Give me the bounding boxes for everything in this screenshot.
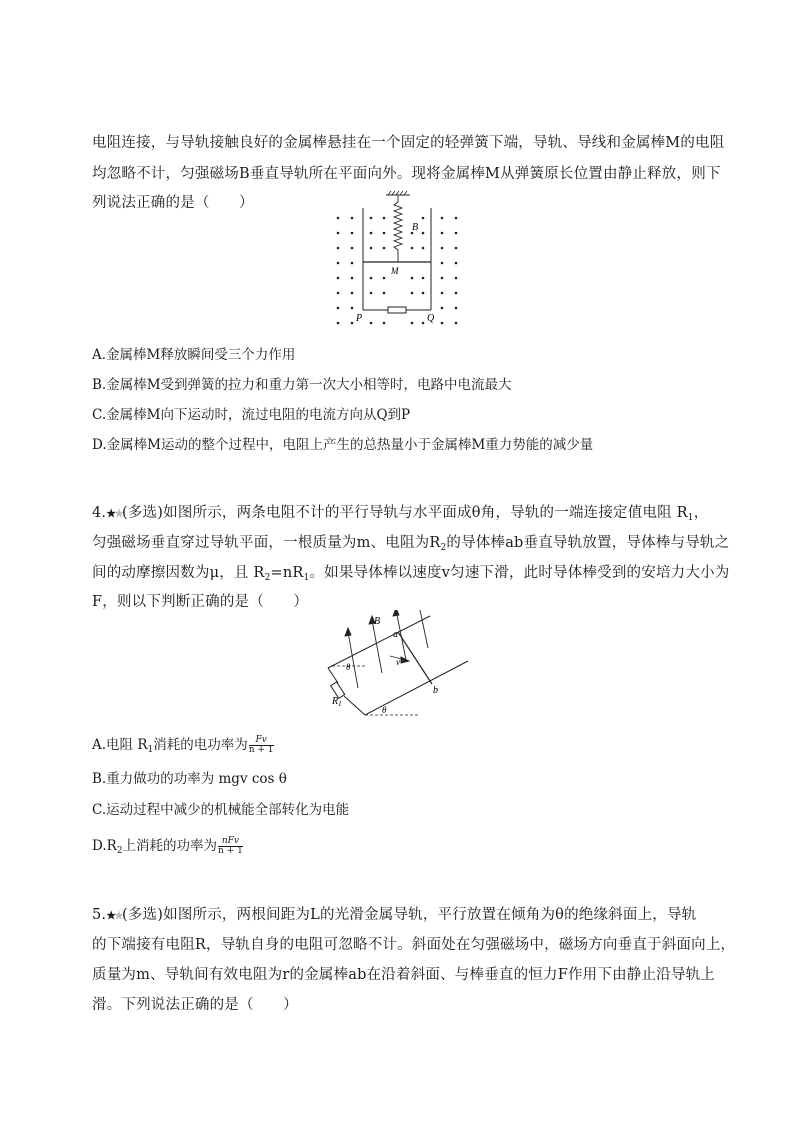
label-B: B [374, 616, 381, 627]
q5-number: 5. [92, 907, 107, 923]
q5-stem-line-2: 的下端接有电阻R，导轨自身的电阻可忽略不计。斜面处在匀强磁场中，磁场方向垂直于斜面向上， [92, 937, 736, 953]
q5-stem-line-4: 滑。下列说法正确的是（ ） [92, 997, 298, 1013]
q4-option-c: C.运动过程中减少的机械能全部转化为电能 [92, 802, 350, 818]
q3-option-b: B.金属棒M受到弹簧的拉力和重力第一次大小相等时，电路中电流最大 [92, 377, 512, 393]
q3-stem-line-2: 均忽略不计，匀强磁场B垂直导轨所在平面向外。现将金属棒M从弹簧原长位置由静止释放，则下 [92, 166, 721, 182]
fraction: $\frac{\text{nFv}}{n + 1}$ [218, 836, 243, 856]
q4-option-d: $D.R_2$上消耗的功率为 $\frac{\text{nFv}}{n + 1}$ [92, 836, 243, 856]
difficulty-stars: ★★ [106, 507, 122, 520]
field-arrows [345, 610, 428, 688]
label-v: v [396, 657, 400, 667]
label-Q: Q [427, 313, 435, 324]
label-theta-lower: θ [382, 705, 387, 715]
q4-figure [320, 610, 480, 720]
label-B: B [412, 222, 419, 233]
label-P: P [356, 313, 363, 324]
label-r1: $R_1$ [332, 696, 342, 708]
q4-option-b: B.重力做功的功率为 mgv cos θ [92, 771, 287, 787]
resistor [388, 307, 406, 313]
q5-stem-line-3: 质量为m、导轨间有效电阻为r的金属棒ab在沿着斜面、与棒垂直的恒力F作用下由静止沿导轨上 [92, 967, 715, 983]
q5-stem-line-1: 5.★★(多选)如图所示，两根间距为L的光滑金属导轨，平行放置在倾角为θ的绝缘斜面上，导轨 [92, 907, 697, 923]
lower-rail [365, 661, 468, 715]
fraction: $\frac{Fv}{n + 1}$ [248, 735, 274, 755]
q3-option-a: A.金属棒M释放瞬间受三个力作用 [92, 347, 296, 363]
difficulty-stars: ★★ [106, 909, 122, 922]
q4-stem-line-2: 匀强磁场垂直穿过导轨平面，一根质量为m、电阻为$R_2$的导体棒ab垂直导轨放置，导体棒与导轨之 [92, 535, 730, 553]
q4-stem-line-4: F，则以下判断正确的是（ ） [92, 594, 309, 610]
q3-option-d: D.金属棒M运动的整个过程中，电阻上产生的总热量小于金属棒M重力势能的减少量 [92, 437, 594, 453]
spring [394, 195, 402, 262]
q4-option-a: A.电阻 $R_1$消耗的电功率为 $\frac{Fv}{n + 1}$ [92, 735, 274, 755]
q3-stem-line-3: 列说法正确的是（ ） [92, 195, 254, 211]
label-b: b [433, 685, 438, 696]
q4-stem-line-1: 4.★★(多选)如图所示，两条电阻不计的平行导轨与水平面成θ角，导轨的一端连接定值电阻 $R_1$， [92, 505, 709, 523]
q3-figure [330, 190, 465, 330]
q3-stem-line-1: 电阻连接，与导轨接触良好的金属棒悬挂在一个固定的轻弹簧下端，导轨、导线和金属棒M的电阻 [92, 135, 725, 151]
q3-option-c: C.金属棒M向下运动时，流过电阻的电流方向从Q到P [92, 407, 411, 423]
label-M: M [391, 266, 399, 276]
ceiling-support [386, 191, 410, 195]
q4-stem-line-3: 间的动摩擦因数为μ，且 $R_2=nR_1$。如果导体棒以速度v匀速下滑，此时导体棒受到的安培力大小为 [92, 565, 730, 583]
label-a: a [393, 629, 398, 640]
q4-number: 4. [92, 505, 107, 521]
label-theta-upper: θ [346, 662, 351, 672]
